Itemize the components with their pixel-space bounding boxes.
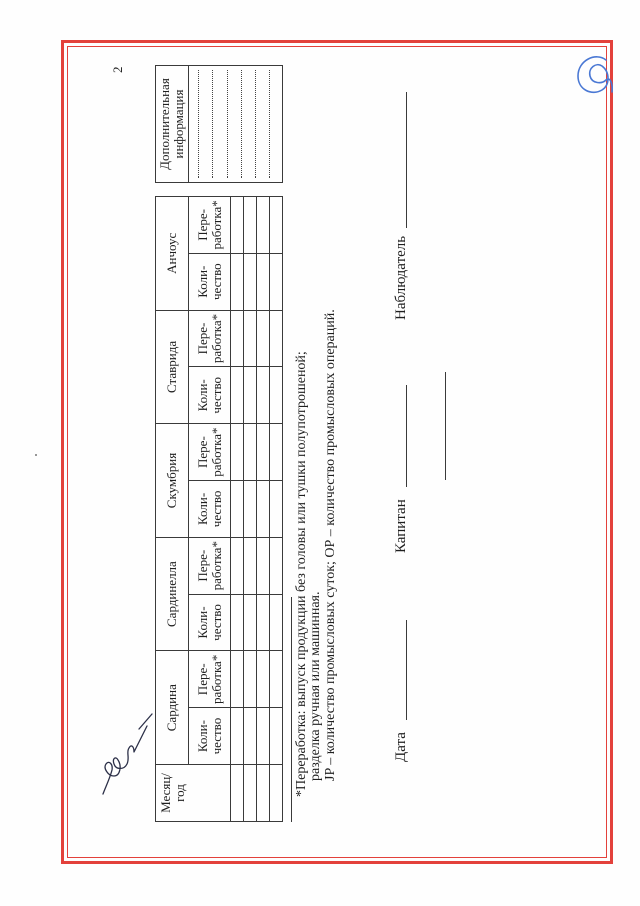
- table-cell: [244, 367, 257, 424]
- month-year-header: Месяц/ год: [156, 765, 231, 822]
- catch-table: [155, 196, 283, 822]
- table-cell: [270, 594, 283, 651]
- month-year-cell: [244, 765, 257, 822]
- additional-info-title: Дополнительная информация: [156, 66, 189, 182]
- date-signature-line: [406, 620, 407, 720]
- table-header-row: [156, 196, 189, 821]
- additional-info-box: [155, 65, 283, 183]
- table-cell: [257, 537, 270, 594]
- species-header-horse-mackerel: Ставрида: [156, 310, 189, 424]
- processing-header: Пере- работка*: [189, 424, 231, 481]
- table-cell: [244, 253, 257, 310]
- table-cell: [231, 367, 244, 424]
- table-cell: [231, 310, 244, 367]
- captain-label: Капитан: [393, 499, 409, 553]
- table-cell: [244, 481, 257, 538]
- footnote-line: JP – количество промысловых суток; ОР – количество промысловых операций.: [323, 309, 338, 781]
- table-cell: [244, 594, 257, 651]
- species-header-anchovy: Анчоус: [156, 196, 189, 310]
- dotted-line: [269, 70, 270, 178]
- species-header-mackerel: Скумбрия: [156, 424, 189, 538]
- table-subheader-row: [189, 196, 231, 821]
- table-cell: [270, 367, 283, 424]
- table-row: [244, 196, 257, 821]
- table-cell: [257, 651, 270, 708]
- observer-label: Наблюдатель: [393, 235, 409, 320]
- month-year-cell: [270, 765, 283, 822]
- table-cell: [231, 651, 244, 708]
- table-cell: [257, 253, 270, 310]
- month-year-cell: [257, 765, 270, 822]
- table-cell: [244, 424, 257, 481]
- quantity-header: Коли- чество: [189, 253, 231, 310]
- observer-signature-line: [406, 92, 407, 228]
- table-cell: [231, 708, 244, 765]
- quantity-header: Коли- чество: [189, 708, 231, 765]
- table-row: [270, 196, 283, 821]
- table-cell: [231, 424, 244, 481]
- table-cell: [270, 537, 283, 594]
- processing-header: Пере- работка*: [189, 537, 231, 594]
- table-cell: [257, 594, 270, 651]
- table-cell: [257, 481, 270, 538]
- table-cell: [257, 310, 270, 367]
- table-body: [231, 196, 283, 821]
- dotted-line: [255, 70, 256, 178]
- footnote-line: разделка ручная или машинная.: [308, 591, 323, 781]
- table-cell: [257, 196, 270, 253]
- table-cell: [244, 196, 257, 253]
- table-cell: [270, 651, 283, 708]
- captain-name-line: [445, 372, 446, 480]
- table-cell: [257, 708, 270, 765]
- table-cell: [257, 424, 270, 481]
- date-label: Дата: [393, 732, 409, 762]
- table-header: [156, 196, 231, 821]
- table-cell: [231, 481, 244, 538]
- table-cell: [231, 537, 244, 594]
- table-cell: [244, 310, 257, 367]
- table-cell: [257, 367, 270, 424]
- captain-signature-line: [406, 385, 407, 487]
- species-header-sardinella: Сардинелла: [156, 537, 189, 651]
- processing-header: Пере- работка*: [189, 651, 231, 708]
- table-row: [231, 196, 244, 821]
- processing-header: Пере- работка*: [189, 310, 231, 367]
- month-year-cell: [231, 765, 244, 822]
- quantity-header: Коли- чество: [189, 367, 231, 424]
- footnote-line: *Переработка: выпуск продукции без головы или тушки полупотрошеной;: [294, 351, 309, 797]
- quantity-header: Коли- чество: [189, 481, 231, 538]
- table-cell: [270, 708, 283, 765]
- quantity-header: Коли- чество: [189, 594, 231, 651]
- processing-header: Пере- работка*: [189, 196, 231, 253]
- table-cell: [270, 424, 283, 481]
- table-cell: [244, 708, 257, 765]
- table-cell: [244, 537, 257, 594]
- dotted-line: [227, 70, 228, 178]
- table-cell: [244, 651, 257, 708]
- table-row: [257, 196, 270, 821]
- footnote-rule: [291, 597, 292, 822]
- page-number: 2: [110, 66, 125, 73]
- table-cell: [270, 481, 283, 538]
- dotted-line: [198, 70, 199, 178]
- table-cell: [231, 196, 244, 253]
- table-cell: [270, 310, 283, 367]
- dotted-line: [241, 70, 242, 178]
- table-cell: [231, 594, 244, 651]
- species-header-sardina: Сардина: [156, 651, 189, 765]
- table-cell: [270, 196, 283, 253]
- table-cell: [270, 253, 283, 310]
- table-cell: [231, 253, 244, 310]
- dotted-line: [212, 70, 213, 178]
